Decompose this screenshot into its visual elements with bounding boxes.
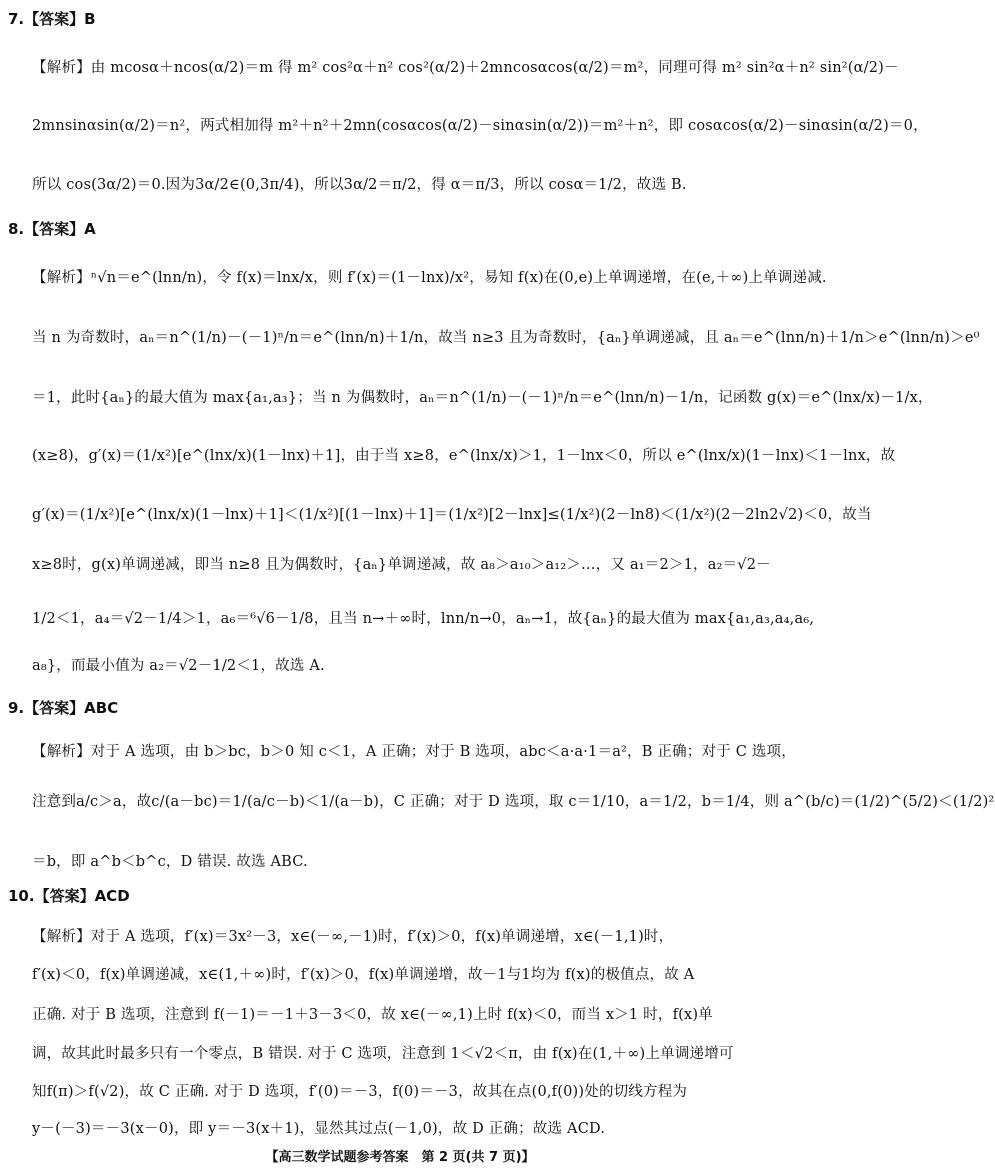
q8-line: x≥8时，g(x)单调递减，即当 n≥8 且为偶数时，{aₙ}单调递减，故 a₈＞a₁₀＞a₁₂＞…，又 a₁＝2＞1，a₂＝√2－ [32, 557, 771, 573]
q9-line: 注意到a/c＞a，故c/(a－bc)＝1/(a/c－b)＜1/(a－b)，C 正确；对于 D 选项，取 c＝1/10，a＝1/2，b＝1/4，则 a^(b/c)＝(1/2)^(5/2)＜(1/2)² [32, 794, 995, 810]
q8-line: 1/2＜1，a₄＝√2－1/4＞1，a₆＝⁶√6－1/8，且当 n→＋∞时，lnn/n→0，aₙ→1，故{aₙ}的最大值为 max{a₁,a₃,a₄,a₆, [32, 611, 815, 627]
q8-answer: 8.【答案】A [8, 220, 96, 238]
q7-line: 【解析】由 mcosα＋ncos(α/2)＝m 得 m² cos²α＋n² cos²(α/2)＋2mncosαcos(α/2)＝m²，同理可得 m² sin²α＋n² sin²(α/2)－ [32, 60, 899, 76]
q9-line: ＝b，即 a^b＜b^c，D 错误. 故选 ABC. [32, 854, 308, 870]
q10-answer: 10.【答案】ACD [8, 887, 130, 905]
q10-line: 知f(π)＞f(√2)，故 C 正确. 对于 D 选项，f′(0)＝－3，f(0)＝－3，故其在点(0,f(0))处的切线方程为 [32, 1084, 688, 1100]
q8-line: 【解析】ⁿ√n＝e^(lnn/n)，令 f(x)＝lnx/x，则 f′(x)＝(1－lnx)/x²，易知 f(x)在(0,e)上单调递增，在(e,＋∞)上单调递减. [32, 270, 827, 286]
q7-line: 所以 cos(3α/2)＝0.因为3α/2∈(0,3π/4)，所以3α/2＝π/2，得 α＝π/3，所以 cosα＝1/2，故选 B. [32, 177, 687, 193]
q10-line: y－(－3)＝－3(x－0)，即 y＝－3(x＋1)，显然其过点(－1,0)，故 D 正确；故选 ACD. [32, 1121, 606, 1137]
q10-line: 调，故其此时最多只有一个零点，B 错误. 对于 C 选项，注意到 1＜√2＜π，由 f(x)在(1,＋∞)上单调递增可 [32, 1046, 734, 1062]
q10-line: 正确. 对于 B 选项，注意到 f(－1)＝－1＋3－3＜0，故 x∈(－∞,1)上时 f(x)＜0，而当 x＞1 时，f(x)单 [32, 1007, 713, 1023]
q8-line: (x≥8)，g′(x)＝(1/x²)[e^(lnx/x)(1－lnx)＋1]，由于当 x≥8，e^(lnx/x)＞1，1－lnx＜0，所以 e^(lnx/x)(1－lnx)＜1－lnx，故 [32, 448, 896, 464]
q8-line: g′(x)＝(1/x²)[e^(lnx/x)(1－lnx)＋1]＜(1/x²)[(1－lnx)＋1]＝(1/x²)[2－lnx]≤(1/x²)(2－ln8)＜(1/x²)(2－2ln2√2)＜0，故当 [32, 507, 872, 523]
q9-answer: 9.【答案】ABC [8, 699, 119, 717]
q7-line: 2mnsinαsin(α/2)＝n²，两式相加得 m²＋n²＋2mn(cosαcos(α/2)－sinαsin(α/2))＝m²＋n²，即 cosαcos(α/2)－sinαsin(α/2)＝0， [32, 118, 928, 134]
page-footer: 【高三数学试题参考答案 第 2 页(共 7 页)】 [265, 1150, 535, 1165]
q7-answer: 7.【答案】B [8, 10, 96, 28]
q9-line: 【解析】对于 A 选项，由 b＞bc，b＞0 知 c＜1，A 正确；对于 B 选项，abc＜a·a·1＝a²，B 正确；对于 C 选项， [32, 744, 796, 760]
q8-line: 当 n 为奇数时，aₙ＝n^(1/n)－(－1)ⁿ/n＝e^(lnn/n)＋1/n，故当 n≥3 且为奇数时，{aₙ}单调递减，且 aₙ＝e^(lnn/n)＋1/n＞e^(lnn/n)＞e⁰ [32, 330, 980, 346]
q10-line: f′(x)＜0，f(x)单调递减，x∈(1,＋∞)时，f′(x)＞0，f(x)单调递增，故－1与1均为 f(x)的极值点，故 A [32, 967, 695, 983]
q8-line: ＝1，此时{aₙ}的最大值为 max{a₁,a₃}；当 n 为偶数时，aₙ＝n^(1/n)－(－1)ⁿ/n＝e^(lnn/n)－1/n，记函数 g(x)＝e^(lnx/x)－1/x， [32, 390, 933, 406]
q8-line: a₈}，而最小值为 a₂＝√2－1/2＜1，故选 A. [32, 658, 325, 674]
q10-line: 【解析】对于 A 选项，f′(x)＝3x²－3，x∈(－∞,－1)时，f′(x)＞0，f(x)单调递增，x∈(－1,1)时， [32, 929, 674, 945]
